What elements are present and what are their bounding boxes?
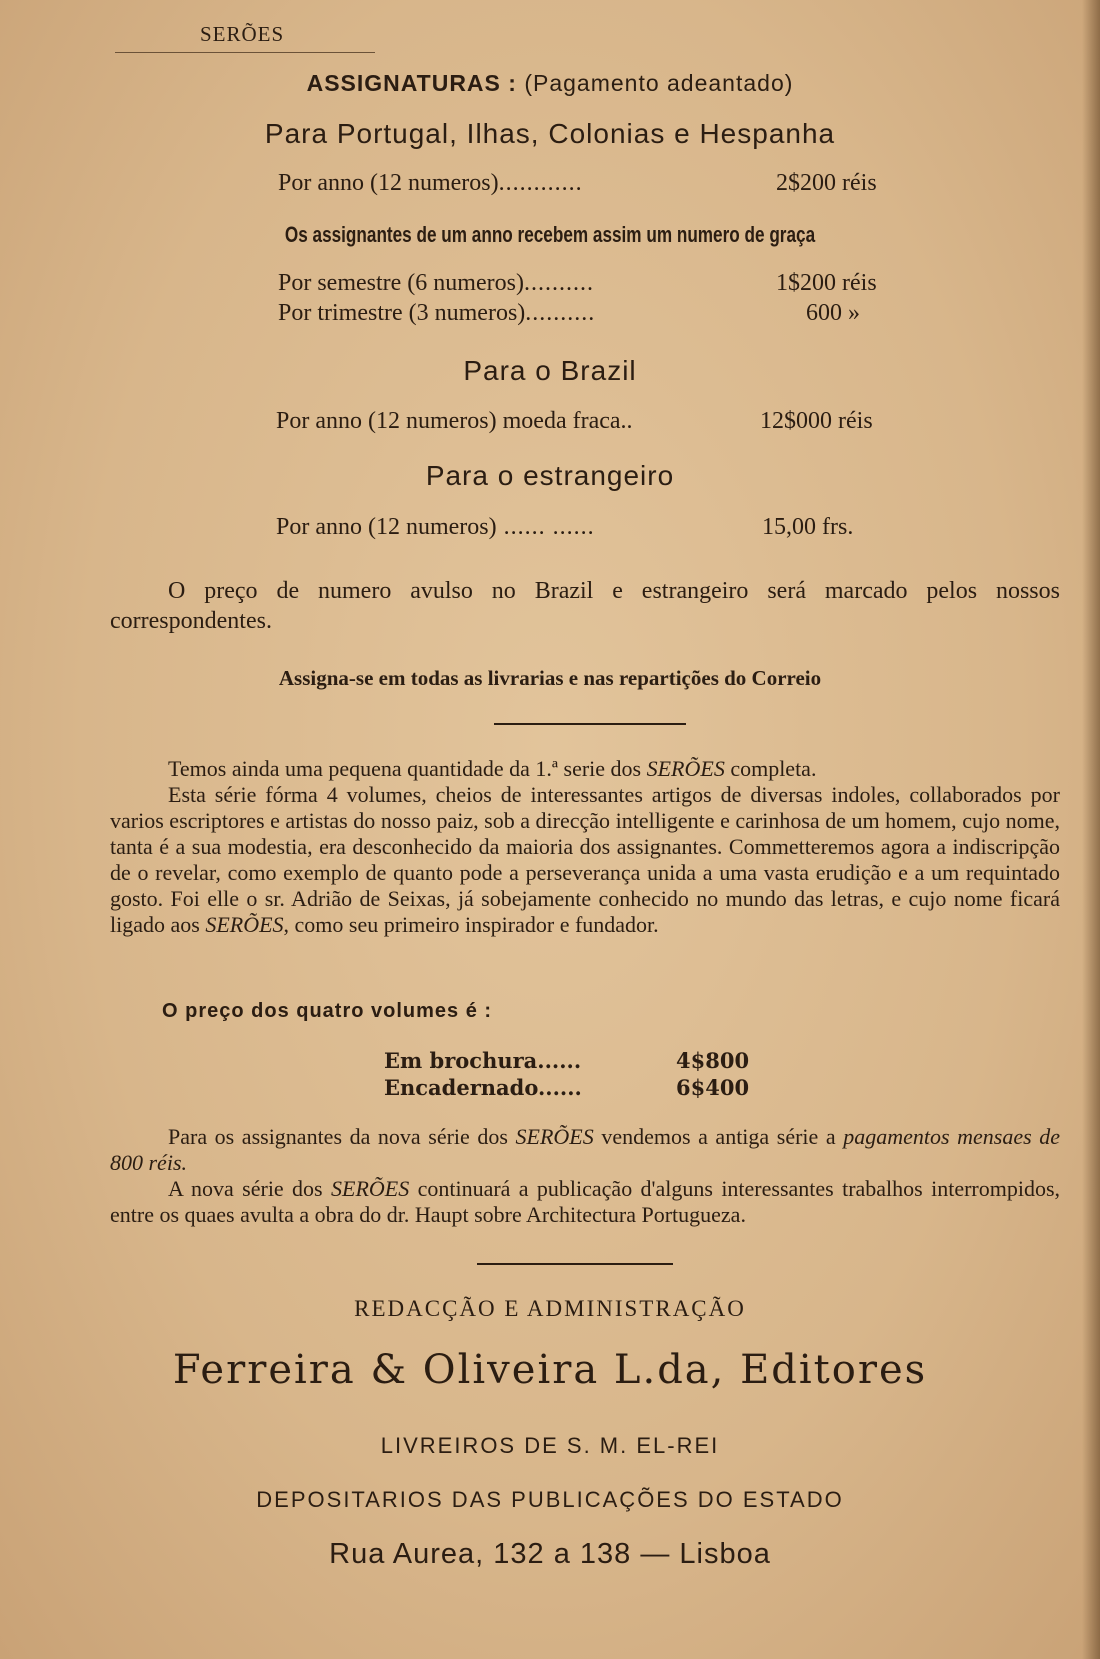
trimester-price: 600 » bbox=[806, 300, 860, 326]
address-line: Rua Aurea, 132 a 138 — Lisboa bbox=[329, 1538, 771, 1570]
semester-label: Por semestre (6 numeros).......... bbox=[278, 270, 594, 296]
paperback-label: Em brochura...... bbox=[384, 1048, 582, 1073]
serie-title: SERÕES bbox=[646, 756, 725, 781]
page-edge-shadow bbox=[1082, 0, 1100, 1659]
brazil-year-price: 12$000 réis bbox=[760, 408, 873, 434]
abroad-year-label: Por anno (12 numeros) ...... ...... bbox=[276, 514, 595, 540]
header-rule bbox=[115, 52, 375, 53]
installments-note: Para os assignantes da nova série dos SERÕES vendemos a antiga série a pagamentos mensaes de 800 réis. bbox=[110, 1124, 1061, 1175]
publisher-name: Ferreira & Oliveira L.da, Editores bbox=[172, 1347, 928, 1393]
installments-terms: pagamentos mensaes de 800 réis. bbox=[110, 1124, 1061, 1175]
bound-label: Encadernado...... bbox=[384, 1075, 582, 1100]
single-issue-note: O preço de numero avulso no Brazil e estrangeiro será marcado pelos nossos correspondentes. bbox=[110, 578, 1060, 634]
brazil-heading: Para o Brazil bbox=[463, 355, 637, 386]
continuation-note: A nova série dos SERÕES continuará a publicação d'alguns interessantes trabalhos interrompidos, entre os quaes avulta a obra do dr. Haupt sobre Architectura Portugueza. bbox=[110, 1176, 1061, 1227]
imprint-rule bbox=[477, 1263, 673, 1265]
section-rule bbox=[494, 723, 686, 725]
booksellers-line: LIVREIROS DE S. M. EL-REI bbox=[380, 1433, 720, 1458]
abroad-year-price: 15,00 frs. bbox=[762, 514, 854, 540]
bonus-note: Os assignantes de um anno recebem assim um numero de graça bbox=[284, 222, 816, 247]
portugal-heading: Para Portugal, Ilhas, Colonias e Hespanha bbox=[264, 118, 836, 149]
trimester-label: Por trimestre (3 numeros).......... bbox=[278, 300, 596, 326]
semester-price: 1$200 réis bbox=[776, 270, 877, 296]
running-title: SERÕES bbox=[200, 22, 285, 46]
first-series-paragraph: Esta série fórma 4 volumes, cheios de interessantes artigos de diversas indoles, collaborados por varios escriptores e artistas do nosso paiz, sob a direcção intelligente e carinhosa de um homem, cujo nome, tanta é a sua modestia, era desconhecido da maioria dos assignantes. Commetteremos agora a indiscripção de o revelar, como exemplo de quanto pode a perseverança unida a uma vasta erudição e a um requintado gosto. Foi elle o sr. Adrião de Seixas, já sobejamente conhecido no mundo das letras, e cujo nome ficará ligado aos SERÕES, como seu primeiro inspirador e fundador. bbox=[110, 782, 1060, 937]
office-line: REDACÇÃO E ADMINISTRAÇÃO bbox=[354, 1296, 746, 1321]
serie-title: SERÕES bbox=[205, 912, 284, 937]
portugal-year-label: Por anno (12 numeros)............ bbox=[278, 170, 583, 196]
brazil-year-label: Por anno (12 numeros) moeda fraca.. bbox=[276, 408, 633, 434]
where-to-subscribe: Assigna-se em todas as livrarias e nas repartições do Correio bbox=[278, 666, 822, 690]
subscriptions-title-note: (Pagamento adeantado) bbox=[524, 70, 794, 96]
paperback-price: 4$800 bbox=[676, 1048, 750, 1073]
depositaries-line: DEPOSITARIOS DAS PUBLICAÇÕES DO ESTADO bbox=[256, 1487, 844, 1512]
bound-price: 6$400 bbox=[676, 1075, 750, 1100]
price-heading: O preço dos quatro volumes é : bbox=[162, 1000, 493, 1022]
portugal-year-price: 2$200 réis bbox=[776, 170, 877, 196]
serie-title: SERÕES bbox=[331, 1176, 410, 1201]
serie-title: SERÕES bbox=[515, 1124, 594, 1149]
subscriptions-title bbox=[0, 70, 1100, 97]
subscriptions-title-bold: ASSIGNATURAS : bbox=[306, 70, 517, 96]
first-series-intro: Temos ainda uma pequena quantidade da 1.ª serie dos SERÕES completa. bbox=[168, 756, 817, 781]
abroad-heading: Para o estrangeiro bbox=[425, 460, 675, 491]
